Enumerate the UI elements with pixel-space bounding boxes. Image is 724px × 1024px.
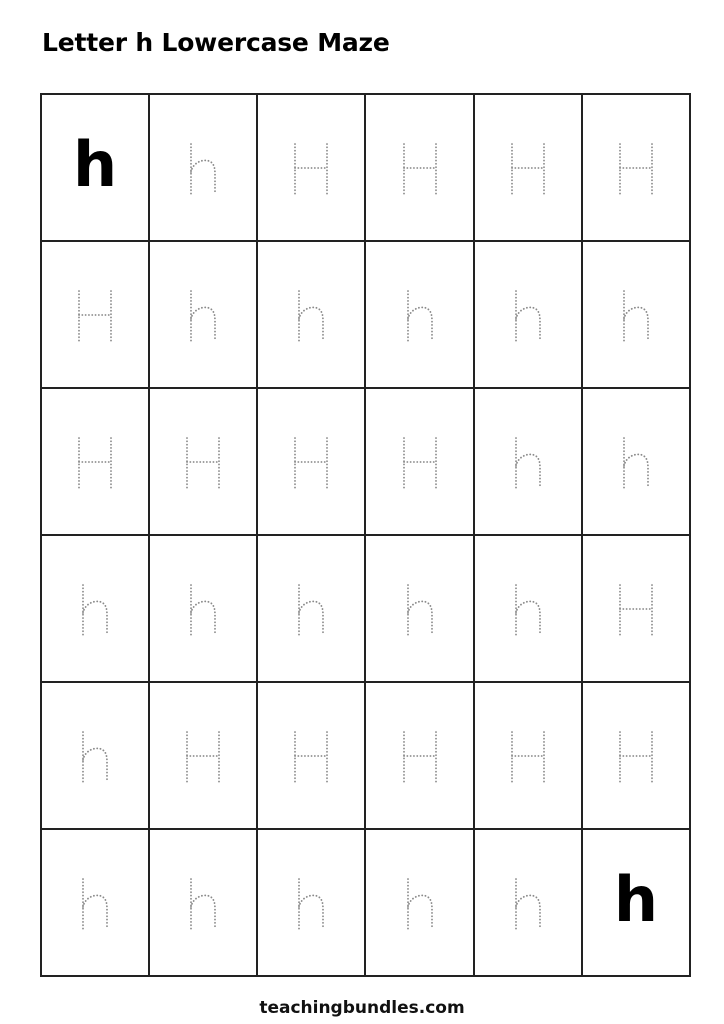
dotted-uppercase-h [71,432,119,492]
maze-cell-4-1 [42,536,150,683]
dotted-lowercase-h [179,579,227,639]
maze-cell-4-5 [475,536,583,683]
maze-cell-6-3 [258,830,366,977]
dotted-lowercase-h [71,873,119,933]
maze-cell-2-3 [258,242,366,389]
maze-cell-6-5 [475,830,583,977]
maze-cell-5-6 [583,683,691,830]
dotted-uppercase-h [612,726,660,786]
maze-cell-4-3 [258,536,366,683]
maze-cell-6-1 [42,830,150,977]
footer-website: teachingbundles.com [259,998,465,1018]
maze-cell-5-3 [258,683,366,830]
maze-end-cell [583,830,691,977]
maze-cell-2-2 [150,242,258,389]
dotted-lowercase-h [179,285,227,345]
maze-cell-4-4 [366,536,474,683]
maze-cell-2-6 [583,242,691,389]
dotted-lowercase-h [396,579,444,639]
dotted-uppercase-h [179,726,227,786]
dotted-uppercase-h [612,579,660,639]
dotted-uppercase-h [504,138,552,198]
maze-cell-4-2 [150,536,258,683]
dotted-uppercase-h [396,138,444,198]
dotted-uppercase-h [396,726,444,786]
dotted-lowercase-h [396,285,444,345]
dotted-lowercase-h [71,726,119,786]
maze-cell-5-1 [42,683,150,830]
dotted-uppercase-h [287,138,335,198]
maze-cell-3-1 [42,389,150,536]
maze-cell-2-1 [42,242,150,389]
maze-cell-6-2 [150,830,258,977]
maze-cell-1-2 [150,95,258,242]
maze-cell-3-6 [583,389,691,536]
maze-cell-1-6 [583,95,691,242]
dotted-lowercase-h [396,873,444,933]
dotted-uppercase-h [287,432,335,492]
dotted-lowercase-h [504,579,552,639]
maze-cell-5-4 [366,683,474,830]
dotted-uppercase-h [179,432,227,492]
dotted-lowercase-h [287,873,335,933]
dotted-lowercase-h [287,285,335,345]
dotted-lowercase-h [504,432,552,492]
dotted-lowercase-h [287,579,335,639]
maze-cell-6-4 [366,830,474,977]
maze-cell-2-5 [475,242,583,389]
maze-cell-2-4 [366,242,474,389]
dotted-uppercase-h [504,726,552,786]
worksheet-title: Letter h Lowercase Maze [42,28,390,57]
maze-cell-5-2 [150,683,258,830]
maze-cell-3-5 [475,389,583,536]
dotted-uppercase-h [612,138,660,198]
solid-letter-h: h [613,862,658,936]
dotted-uppercase-h [287,726,335,786]
dotted-lowercase-h [612,285,660,345]
dotted-uppercase-h [396,432,444,492]
solid-letter-h: h [73,127,118,201]
dotted-uppercase-h [71,285,119,345]
maze-start-cell [42,95,150,242]
maze-cell-3-2 [150,389,258,536]
maze-cell-3-3 [258,389,366,536]
maze-cell-1-4 [366,95,474,242]
maze-grid [40,93,691,977]
dotted-lowercase-h [179,873,227,933]
maze-cell-1-3 [258,95,366,242]
dotted-lowercase-h [179,138,227,198]
maze-cell-4-6 [583,536,691,683]
maze-cell-1-5 [475,95,583,242]
dotted-lowercase-h [71,579,119,639]
maze-cell-3-4 [366,389,474,536]
dotted-lowercase-h [612,432,660,492]
maze-cell-5-5 [475,683,583,830]
dotted-lowercase-h [504,873,552,933]
dotted-lowercase-h [504,285,552,345]
